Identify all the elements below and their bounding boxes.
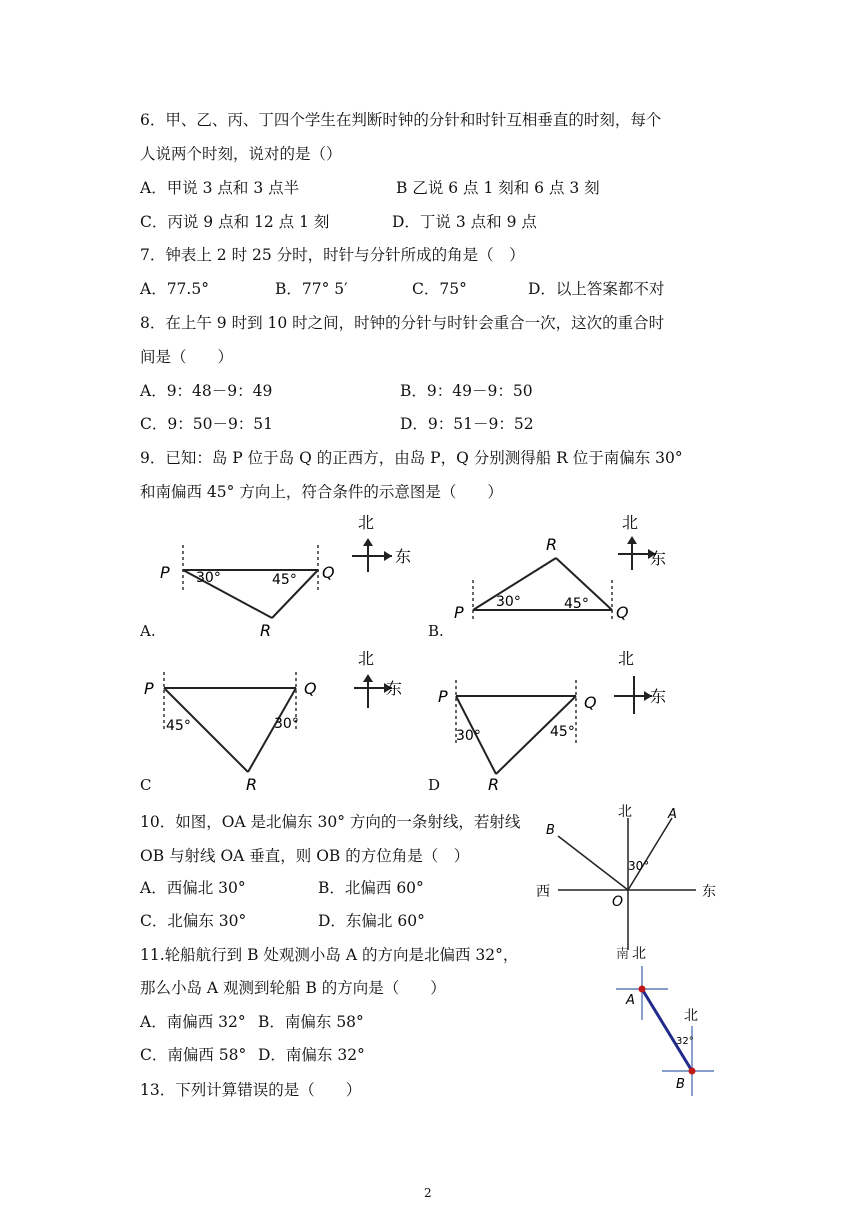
- q11-option-b: B．南偏东 58°: [258, 1013, 364, 1031]
- q6-stem-line1: 6．甲、乙、丙、丁四个学生在判断时钟的分针和时针互相垂直的时刻，每个: [140, 111, 662, 129]
- q9b-compass-north: 北: [622, 513, 639, 532]
- q11-label-north2: 北: [684, 1008, 698, 1024]
- q8-option-a: A．9：48－9：49: [140, 382, 273, 400]
- q9-stem-line2: 和南偏西 45° 方向上，符合条件的示意图是（ ）: [140, 483, 503, 501]
- q9c-angle-30: 30°: [274, 716, 299, 732]
- q9a-angle-45: 45°: [272, 572, 297, 588]
- q10-stem-line2: OB 与射线 OA 垂直，则 OB 的方位角是（ ）: [140, 847, 470, 865]
- q9c-point-r: R: [246, 775, 258, 794]
- q9a-point-p: P: [160, 563, 170, 582]
- q11-stem-line2: 那么小岛 A 观测到轮船 B 的方向是（ ）: [140, 979, 446, 997]
- q10-option-a: A．西偏北 30°: [140, 879, 246, 897]
- q11-label-b: B: [676, 1077, 685, 1092]
- q10-label-o: O: [612, 894, 624, 910]
- q9d-angle-30: 30°: [456, 728, 481, 744]
- q9b-angle-45: 45°: [564, 596, 589, 612]
- q9d-point-p: P: [438, 687, 448, 706]
- q9c-compass-north: 北: [358, 649, 375, 668]
- q9b-point-q: Q: [616, 603, 629, 622]
- q10-label-east: 东: [702, 884, 716, 900]
- q9-figure-a-label: A.: [140, 622, 156, 640]
- q9b-compass-east: 东: [650, 549, 667, 568]
- q10-option-c: C．北偏东 30°: [140, 912, 247, 930]
- q9a-point-r: R: [260, 621, 272, 640]
- q11-label-north1: 北: [632, 946, 646, 962]
- q8-option-b: B．9：49－9：50: [400, 382, 533, 400]
- q6-option-a: A．甲说 3 点和 3 点半: [140, 179, 300, 197]
- q9-figure-c-label: C: [140, 776, 152, 794]
- q6-option-c: C．丙说 9 点和 12 点 1 刻: [140, 213, 330, 231]
- page-number: 2: [424, 1186, 432, 1200]
- q10-label-north: 北: [618, 804, 632, 820]
- q9-figure-a: [140, 510, 420, 640]
- q9b-point-r: R: [546, 535, 558, 554]
- q11-stem-line1: 11.轮船航行到 B 处观测小岛 A 的方向是北偏西 32°，: [140, 946, 519, 964]
- q8-stem-line2: 间是（ ）: [140, 348, 234, 366]
- q9c-point-q: Q: [304, 679, 317, 698]
- q9-figure-c: [140, 649, 420, 794]
- q10-figure: [534, 800, 734, 950]
- q7-stem: 7．钟表上 2 时 25 分时，时针与分针所成的角是（ ）: [140, 246, 525, 264]
- q9d-compass-east: 东: [650, 687, 667, 706]
- q11-label-a: A: [626, 993, 635, 1008]
- q8-option-d: D．9：51－9：52: [400, 415, 534, 433]
- q6-stem-line2: 人说两个时刻，说对的是（）: [140, 145, 342, 163]
- q9d-point-r: R: [488, 775, 500, 794]
- q9b-point-p: P: [454, 603, 464, 622]
- q9a-angle-30: 30°: [196, 570, 221, 586]
- q11-option-a: A．南偏西 32°: [140, 1013, 246, 1031]
- q10-label-a: A: [668, 807, 677, 822]
- q6-option-d: D．丁说 3 点和 9 点: [392, 213, 537, 231]
- q9a-point-q: Q: [322, 563, 335, 582]
- q9-figure-b-label: B.: [428, 622, 444, 640]
- q11-label-south: 南: [616, 947, 630, 962]
- q8-stem-line1: 8．在上午 9 时到 10 时之间，时钟的分针与时针会重合一次，这次的重合时: [140, 314, 665, 332]
- q8-option-c: C．9：50－9：51: [140, 415, 274, 433]
- q7-option-d: D．以上答案都不对: [528, 280, 665, 298]
- q10-option-b: B．北偏西 60°: [318, 879, 424, 897]
- q9c-angle-45: 45°: [166, 718, 191, 734]
- q9d-angle-45: 45°: [550, 724, 575, 740]
- q10-label-b: B: [546, 823, 555, 838]
- q10-option-d: D．东偏北 60°: [318, 912, 425, 930]
- q9a-compass-north: 北: [358, 513, 375, 532]
- q9-figure-b: [440, 510, 700, 640]
- q7-option-b: B．77° 5′: [275, 280, 348, 298]
- q6-option-b: B 乙说 6 点 1 刻和 6 点 3 刻: [396, 179, 600, 197]
- q9d-compass-north: 北: [618, 649, 635, 668]
- q9-figure-d: [430, 649, 690, 794]
- q10-label-angle: 30°: [628, 859, 650, 873]
- q11-option-d: D．南偏东 32°: [258, 1046, 365, 1064]
- q7-option-c: C．75°: [412, 280, 467, 298]
- q9b-angle-30: 30°: [496, 594, 521, 610]
- q10-label-west: 西: [536, 884, 550, 900]
- q9d-point-q: Q: [584, 693, 597, 712]
- q9c-compass-east: 东: [386, 679, 403, 698]
- q10-stem-line1: 10．如图，OA 是北偏东 30° 方向的一条射线，若射线: [140, 813, 521, 831]
- q9a-compass-east: 东: [395, 547, 412, 566]
- q9c-point-p: P: [144, 679, 154, 698]
- q9-figure-d-label: D: [428, 776, 441, 794]
- q7-option-a: A．77.5°: [140, 280, 209, 298]
- q11-label-angle: 32°: [676, 1036, 694, 1047]
- q13-stem: 13．下列计算错误的是（ ）: [140, 1081, 362, 1099]
- q11-figure: [606, 940, 736, 1110]
- q11-option-c: C．南偏西 58°: [140, 1046, 247, 1064]
- q9-stem-line1: 9．已知：岛 P 位于岛 Q 的正西方，由岛 P，Q 分别测得船 R 位于南偏东 30°: [140, 449, 683, 467]
